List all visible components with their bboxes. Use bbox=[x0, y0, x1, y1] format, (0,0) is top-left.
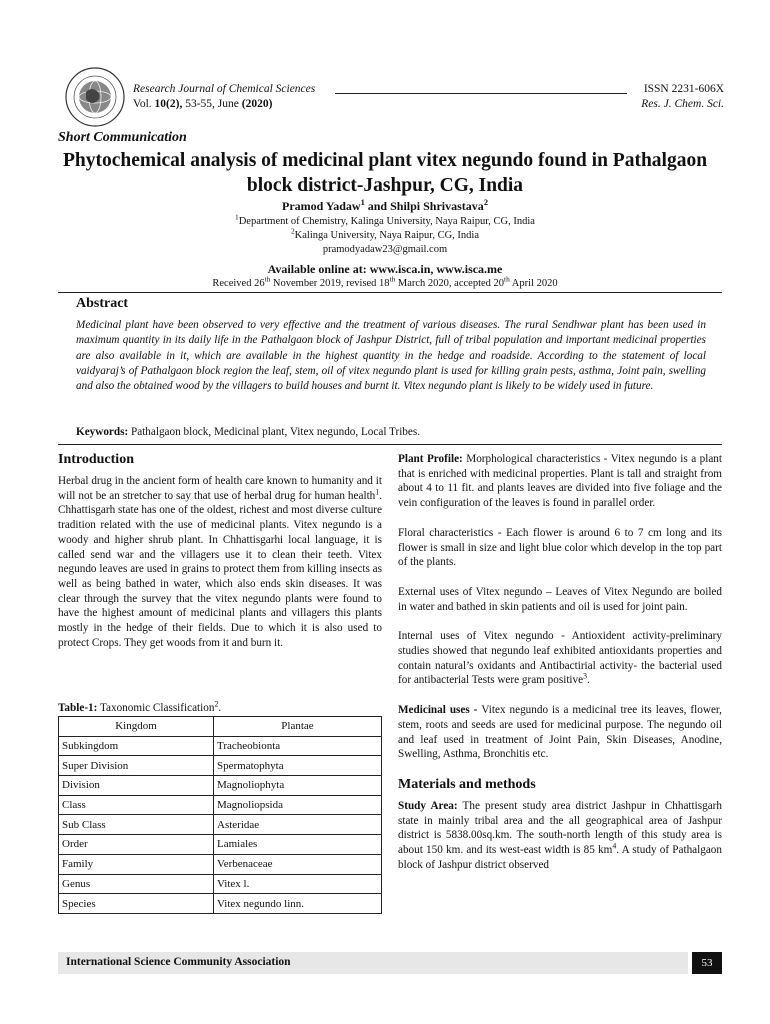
abstract-text: Medicinal plant have been observed to very effective and the treatment of various diseases. The rural Sendhwar plant has been used in maximum quantity in its daily life in the Pathalgaon block of Jashpur District, full of tribal population and important medicinal properties are also available in it, which are available in the highest quantity in the hedge and roadside. According to the statement of local vaidyaraj’s of Pathalgaon block region the leaf, stem, oil of vitex negundo plant is used for killing grain pests, asthma, Joint pain, swelling and also the obtained wood by the villagers to build houses and burnt it. Vitex negundo plant is likely to be widely used in future. bbox=[76, 319, 706, 393]
issn: ISSN 2231-606X bbox=[643, 83, 724, 95]
table-caption: Table-1: Taxonomic Classification$^2$. bbox=[58, 699, 222, 714]
received-dates: Received 26th November 2019, revised 18th March 2020, accepted 20th April 2020 bbox=[212, 274, 558, 289]
article-type: Short Communication bbox=[58, 130, 187, 145]
table-row: Super Division Spermatophyta bbox=[59, 756, 382, 776]
abstract-heading: Abstract bbox=[76, 296, 129, 311]
table-row: Genus Vitex l. bbox=[59, 874, 382, 894]
table-row: Subkingdom Tracheobionta bbox=[59, 736, 382, 756]
methods-heading: Materials and methods bbox=[398, 776, 536, 792]
available-online: Available online at: www.isca.in, www.isca.me bbox=[267, 262, 503, 276]
issn-info bbox=[641, 82, 724, 112]
table-row: Class Magnoliopsida bbox=[59, 795, 382, 815]
medicinal-uses: Medicinal uses - Vitex negundo is a medicinal tree its leaves, flower, stem, roots and seeds are used for medicinal purpose. The negundo oil and leaf used in treatment of Joint Pain, Skin Diseases, Anodine, Swelling, Asthma, Bronchitis etc. bbox=[398, 704, 722, 761]
footer-bar bbox=[58, 952, 688, 974]
journal-abbrev: Res. J. Chem. Sci. bbox=[641, 98, 724, 110]
email: pramodyadaw23@gmail.com bbox=[322, 244, 448, 255]
table-row: Division Magnoliophyta bbox=[59, 776, 382, 796]
internal-uses: Internal uses of Vitex negundo - Antioxident activity-preliminary studies showed that negundo leaf exhibited antioxidants properties and contain natural’s oxidants and Antibactirial activity- the bacterial used for antibacterial Tests were gram positive$^3$. bbox=[398, 630, 722, 687]
affiliations: $^1$Department of Chemistry, Kalinga University, Naya Raipur, CG, India $^2$Kalinga University, Naya Raipur, CG, India pramodyadaw23@gmail.com bbox=[0, 215, 770, 257]
divider bbox=[58, 444, 722, 445]
table-row: Order Lamiales bbox=[59, 835, 382, 855]
volume-line: Vol. 10(2), 53-55, June (2020) bbox=[133, 98, 273, 110]
table-row: Species Vitex negundo linn. bbox=[59, 894, 382, 914]
footer-org: International Science Community Association bbox=[66, 956, 291, 968]
keywords: Keywords: Pathalgaon block, Medicinal plant, Vitex negundo, Local Tribes. bbox=[76, 426, 421, 438]
plant-profile: Plant Profile: Morphological characteristics - Vitex negundo is a plant that is enriched with medicinal properties. Plant is tall and straight from about 4 to 11 fit. and plants leaves are divided into five foliage and the vein configuration of the leaves is found in parallel order. bbox=[398, 453, 722, 510]
taxonomy-table bbox=[58, 716, 382, 914]
study-area: Study Area: The present study area district Jashpur in Chhattisgarh state in mainly tribal area and the all geographical area of Jashpur district is 5838.00sq.km. The south-north length of this study area is about 150 km. and its west-east width is 85 $km^4$. A study of Pathalgaon block of Jashpur district observed bbox=[398, 799, 722, 871]
external-uses: External uses of Vitex negundo – Leaves of Vitex Negundo are boiled in water and bathed in skin patients and oil is used for joint pain. bbox=[398, 585, 722, 613]
right-column bbox=[398, 452, 722, 872]
divider bbox=[58, 292, 722, 293]
paper-title: Phytochemical analysis of medicinal plant vitex negundo found in Pathalgaon block district-Jashpur, CG, India bbox=[62, 150, 708, 196]
introduction-text: Herbal drug in the ancient form of health care known to humanity and it will not be an stretcher to say that use of herbal drug for human health$^1$. Chhattisgarh state has one of the oldest, richest and most diverse culture tradition related with the use of medicinal plants. Vitex negundo is a woody and higher shrub plant. In Chhattisgarhi local language, it is called send war and the villagers use it to clean their teeth. Vitex negundo leaves are used in grains to protect them from killing insects as well as being bathed in water, which also ends skin diseases. It was clear through the survey that the vitex negundo plants were found to have the highest amount of medicinal plants and villagers this plants mostly in the hedge of their fields. Due to which it is also used to protect Crops. They get woods from it and burn it. bbox=[58, 475, 382, 649]
table-header-cell: Kingdom bbox=[59, 717, 214, 737]
page-number: 53 bbox=[692, 952, 722, 974]
authors: Pramod Yadaw$^1$ and Shilpi Shrivastava$^2$ bbox=[282, 198, 488, 213]
table-row: Sub Class Asteridae bbox=[59, 815, 382, 835]
journal-name: Research Journal of Chemical Sciences bbox=[133, 83, 316, 95]
floral-characteristics: Floral characteristics - Each flower is around 6 to 7 cm long and its flower is small in size and light blue color which develop in the top part of the plants. bbox=[398, 526, 722, 569]
journal-info bbox=[133, 82, 315, 112]
table-header-row bbox=[59, 717, 382, 737]
table-row: Family Verbenaceae bbox=[59, 854, 382, 874]
journal-logo bbox=[64, 66, 126, 128]
left-column bbox=[58, 452, 382, 650]
introduction-heading: Introduction bbox=[58, 452, 134, 467]
header-rule bbox=[335, 93, 627, 94]
table-header-cell: Plantae bbox=[214, 717, 382, 737]
